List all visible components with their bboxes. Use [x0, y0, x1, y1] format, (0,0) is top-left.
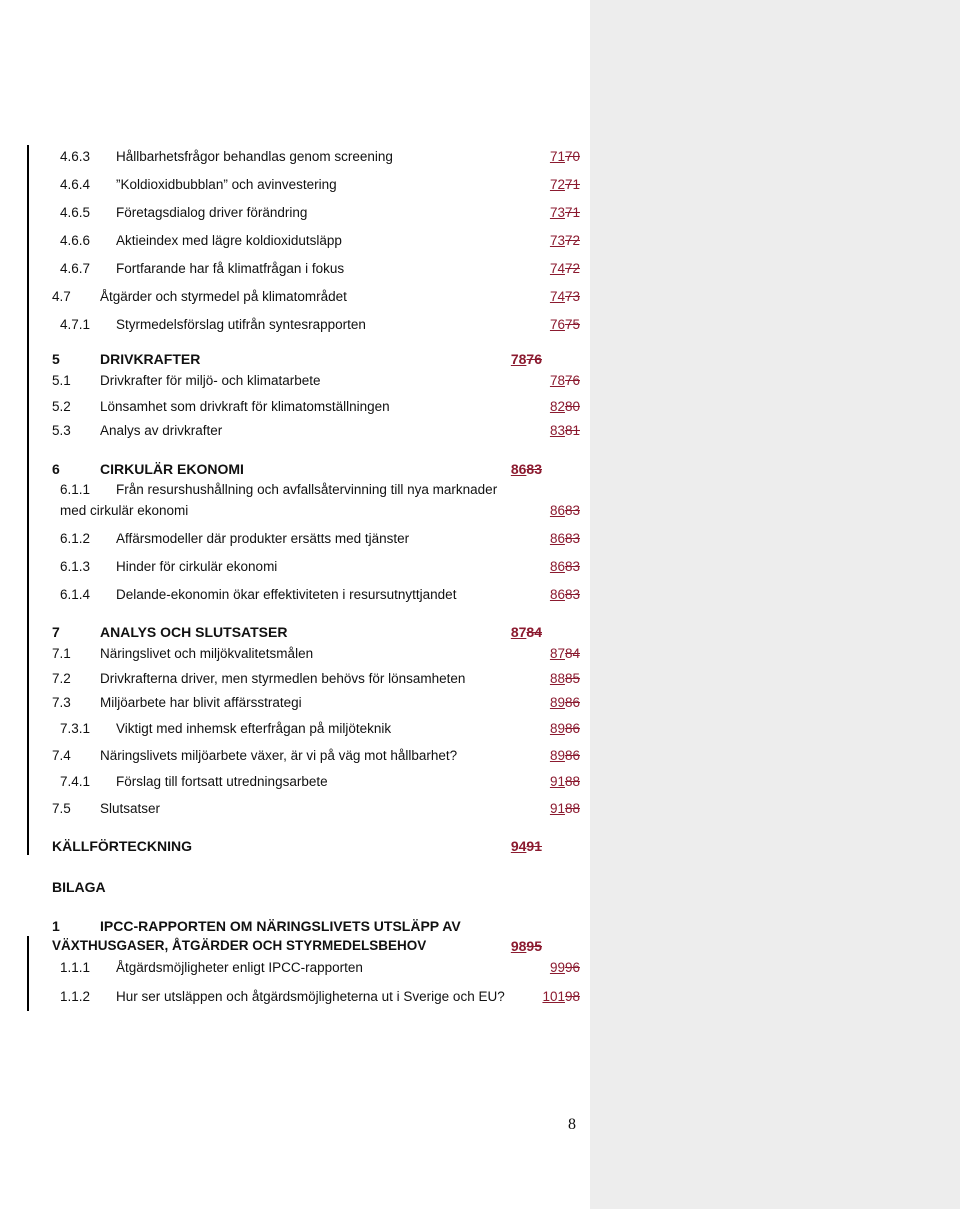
toc-entry-number: 1.1.2 [60, 989, 91, 1004]
toc-entry-page [550, 398, 580, 416]
toc-entry-title: DRIVKRAFTER [100, 351, 201, 367]
toc-entry-title: Drivkrafter för miljö- och klimatarbete [100, 373, 321, 388]
deleted-page-number: 96 [564, 960, 580, 975]
toc-entry-page [550, 670, 580, 688]
toc-entry[interactable] [0, 558, 590, 576]
toc-entry-title-continued: VÄXTHUSGASER, ÅTGÄRDER OCH STYRMEDELSBEHOV [52, 938, 427, 953]
toc-entry-title: IPCC-RAPPORTEN OM NÄRINGSLIVETS UTSLÄPP AV [100, 918, 461, 934]
toc-entry-number: 4.7.1 [60, 317, 91, 332]
toc-entry[interactable] [0, 837, 590, 855]
toc-entry-title: Åtgärder och styrmedel på klimatområdet [100, 289, 347, 304]
toc-entry-page [550, 422, 580, 440]
toc-entry-number: 7.4 [52, 748, 71, 763]
toc-entry-page [542, 988, 580, 1006]
toc-entry-page [550, 645, 580, 663]
toc-entry[interactable] [0, 148, 590, 166]
toc-entry-title: Fortfarande har få klimatfrågan i fokus [116, 261, 345, 276]
toc-entry-number: 6.1.3 [60, 559, 91, 574]
inserted-page-number: 91 [549, 774, 565, 789]
toc-entry-title-continued: med cirkulär ekonomi [60, 503, 189, 518]
deleted-page-number: 83 [564, 503, 580, 518]
inserted-page-number: 87 [510, 624, 527, 640]
toc-entry-page [511, 460, 542, 478]
toc-entry[interactable] [0, 460, 590, 478]
inserted-page-number: 73 [549, 233, 565, 248]
toc-entry-title: ANALYS OCH SLUTSATSER [100, 624, 288, 640]
inserted-page-number: 91 [549, 801, 565, 816]
toc-entry[interactable] [0, 720, 590, 738]
toc-entry[interactable] [0, 645, 590, 663]
toc-entry-page [550, 176, 580, 194]
toc-entry[interactable] [0, 959, 590, 977]
toc-entry[interactable] [0, 878, 590, 896]
deleted-page-number: 70 [564, 149, 580, 164]
toc-entry[interactable] [0, 800, 590, 818]
toc-entry[interactable] [0, 316, 590, 334]
toc-entry-page [550, 232, 580, 250]
inserted-page-number: 86 [549, 503, 565, 518]
toc-entry-title: Miljöarbete har blivit affärsstrategi [100, 695, 302, 710]
toc-entry-title: Affärsmodeller där produkter ersätts med tjänster [116, 531, 410, 546]
toc-entry-number: 7.2 [52, 671, 71, 686]
deleted-page-number: 81 [564, 423, 580, 438]
toc-entry-page [550, 502, 580, 520]
toc-entry[interactable] [0, 398, 590, 416]
toc-entry-page [550, 204, 580, 222]
toc-entry-number: 4.6.6 [60, 233, 91, 248]
toc-entry-number: 4.6.7 [60, 261, 91, 276]
deleted-page-number: 86 [564, 748, 580, 763]
deleted-page-number: 71 [564, 177, 580, 192]
inserted-page-number: 72 [549, 177, 565, 192]
inserted-page-number: 78 [549, 373, 565, 388]
toc-entry-number: 4.6.4 [60, 177, 91, 192]
toc-entry[interactable] [0, 988, 590, 1006]
toc-entry-number: 4.6.3 [60, 149, 91, 164]
inserted-page-number: 86 [549, 587, 565, 602]
toc-entry[interactable] [0, 586, 590, 604]
deleted-page-number: 88 [564, 774, 580, 789]
toc-entry[interactable] [0, 747, 590, 765]
toc-entry-page [550, 558, 580, 576]
inserted-page-number: 82 [549, 399, 565, 414]
deleted-page-number: 72 [564, 233, 580, 248]
comment-margin-panel [590, 0, 960, 1209]
toc-entry-number: 1 [52, 918, 60, 934]
toc-entry[interactable] [0, 350, 590, 368]
deleted-page-number: 83 [564, 587, 580, 602]
toc-entry[interactable] [0, 623, 590, 641]
inserted-page-number: 98 [510, 938, 527, 954]
toc-entry-title: Lönsamhet som drivkraft för klimatomställningen [100, 399, 390, 414]
toc-entry-title: Delande-ekonomin ökar effektiviteten i resursutnyttjandet [116, 587, 457, 602]
deleted-page-number: 75 [564, 317, 580, 332]
toc-entry-title: Hur ser utsläppen och åtgärdsmöjligheterna ut i Sverige och EU? [116, 989, 505, 1004]
toc-entry-number: 7 [52, 624, 60, 640]
inserted-page-number: 83 [549, 423, 565, 438]
toc-entry-title: CIRKULÄR EKONOMI [100, 461, 244, 477]
inserted-page-number: 99 [549, 960, 565, 975]
toc-entry-number: 4.6.5 [60, 205, 91, 220]
toc-entry-title: Analys av drivkrafter [100, 423, 223, 438]
toc-entry-page [550, 288, 580, 306]
toc-entry-number: 7.4.1 [60, 774, 91, 789]
toc-entry-title: Från resurshushållning och avfallsåtervinning till nya marknader [116, 482, 498, 497]
inserted-page-number: 89 [549, 721, 565, 736]
toc-entry[interactable] [0, 530, 590, 548]
toc-entry-page [511, 350, 542, 368]
toc-entry-number: 6 [52, 461, 60, 477]
toc-entry-title: Slutsatser [100, 801, 161, 816]
inserted-page-number: 74 [549, 289, 565, 304]
inserted-page-number: 78 [510, 351, 527, 367]
inserted-page-number: 87 [549, 646, 565, 661]
toc-entry-page [550, 316, 580, 334]
toc-entry-page [511, 623, 542, 641]
deleted-page-number: 86 [564, 695, 580, 710]
inserted-page-number: 76 [549, 317, 565, 332]
toc-entry[interactable] [0, 694, 590, 712]
toc-entry[interactable] [0, 372, 590, 390]
deleted-page-number: 73 [564, 289, 580, 304]
toc-entry-number: 5 [52, 351, 60, 367]
inserted-page-number: 71 [549, 149, 565, 164]
toc-entry-number: 7.1 [52, 646, 71, 661]
toc-entry-page [550, 800, 580, 818]
deleted-page-number: 85 [564, 671, 580, 686]
deleted-page-number: 98 [564, 989, 580, 1004]
toc-entry-page [550, 586, 580, 604]
inserted-page-number: 89 [549, 695, 565, 710]
deleted-page-number: 88 [564, 801, 580, 816]
toc-entry-title: Aktieindex med lägre koldioxidutsläpp [116, 233, 342, 248]
toc-entry-title: Styrmedelsförslag utifrån syntesrapporten [116, 317, 366, 332]
toc-entry-number: 5.2 [52, 399, 71, 414]
toc-entry-number: 4.7 [52, 289, 71, 304]
toc-entry[interactable] [0, 773, 590, 791]
toc-entry[interactable] [0, 260, 590, 278]
inserted-page-number: 86 [510, 461, 527, 477]
toc-entry-number: 7.5 [52, 801, 71, 816]
deleted-page-number: 86 [564, 721, 580, 736]
toc-entry-number: 6.1.4 [60, 587, 91, 602]
toc-entry-page [550, 747, 580, 765]
toc-entry-title: Näringslivets miljöarbete växer, är vi på väg mot hållbarhet? [100, 748, 458, 763]
deleted-page-number: 84 [564, 646, 580, 661]
toc-entry[interactable] [0, 288, 590, 306]
toc-entry-page [511, 937, 542, 955]
toc-entry-title: Hinder för cirkulär ekonomi [116, 559, 278, 574]
toc-entry-number: 5.1 [52, 373, 71, 388]
inserted-page-number: 74 [549, 261, 565, 276]
toc-entry[interactable] [0, 670, 590, 688]
toc-entry-number: 6.1.1 [60, 482, 91, 497]
toc-entry-title: KÄLLFÖRTECKNING [52, 838, 192, 854]
toc-entry[interactable] [0, 232, 590, 250]
toc-entry-number: 1.1.1 [60, 960, 91, 975]
deleted-page-number: 83 [564, 531, 580, 546]
toc-entry-page [550, 148, 580, 166]
toc-entry[interactable] [0, 481, 590, 518]
toc-entry-title: Åtgärdsmöjligheter enligt IPCC-rapporten [116, 960, 363, 975]
toc-entry-number: 7.3 [52, 695, 71, 710]
toc-entry-title: Företagsdialog driver förändring [116, 205, 308, 220]
inserted-page-number: 101 [542, 989, 565, 1004]
toc-entry-page [550, 720, 580, 738]
toc-entry-title: Näringslivet och miljökvalitetsmålen [100, 646, 314, 661]
toc-entry-title: Förslag till fortsatt utredningsarbete [116, 774, 328, 789]
page-number: 8 [568, 1116, 576, 1133]
deleted-page-number: 80 [564, 399, 580, 414]
toc-entry[interactable] [0, 422, 590, 440]
deleted-page-number: 95 [526, 938, 542, 954]
toc-entry-number: 6.1.2 [60, 531, 91, 546]
inserted-page-number: 86 [549, 531, 565, 546]
deleted-page-number: 76 [564, 373, 580, 388]
inserted-page-number: 94 [510, 838, 527, 854]
toc-entry-title: Viktigt med inhemsk efterfrågan på miljöteknik [116, 721, 392, 736]
deleted-page-number: 83 [526, 461, 542, 477]
inserted-page-number: 89 [549, 748, 565, 763]
deleted-page-number: 83 [564, 559, 580, 574]
toc-entry[interactable] [0, 917, 590, 954]
toc-entry-title: ”Koldioxidbubblan” och avinvestering [116, 177, 337, 192]
inserted-page-number: 73 [549, 205, 565, 220]
toc-entry-number: 5.3 [52, 423, 71, 438]
toc-entry[interactable] [0, 204, 590, 222]
toc-entry-page [511, 837, 542, 855]
toc-entry[interactable] [0, 176, 590, 194]
toc-entry-page [550, 530, 580, 548]
toc-entry-number: 7.3.1 [60, 721, 91, 736]
deleted-page-number: 84 [526, 624, 542, 640]
deleted-page-number: 72 [564, 261, 580, 276]
deleted-page-number: 91 [526, 838, 542, 854]
toc-entry-page [550, 694, 580, 712]
inserted-page-number: 86 [549, 559, 565, 574]
toc-entry-title: Drivkrafterna driver, men styrmedlen behövs för lönsamheten [100, 671, 466, 686]
deleted-page-number: 71 [564, 205, 580, 220]
deleted-page-number: 76 [526, 351, 542, 367]
inserted-page-number: 88 [549, 671, 565, 686]
toc-entry-title: Hållbarhetsfrågor behandlas genom screening [116, 149, 393, 164]
toc-entry-page [550, 959, 580, 977]
toc-entry-page [550, 773, 580, 791]
toc-entry-page [550, 260, 580, 278]
toc-entry-page [550, 372, 580, 390]
toc-entry-title: BILAGA [52, 879, 106, 895]
